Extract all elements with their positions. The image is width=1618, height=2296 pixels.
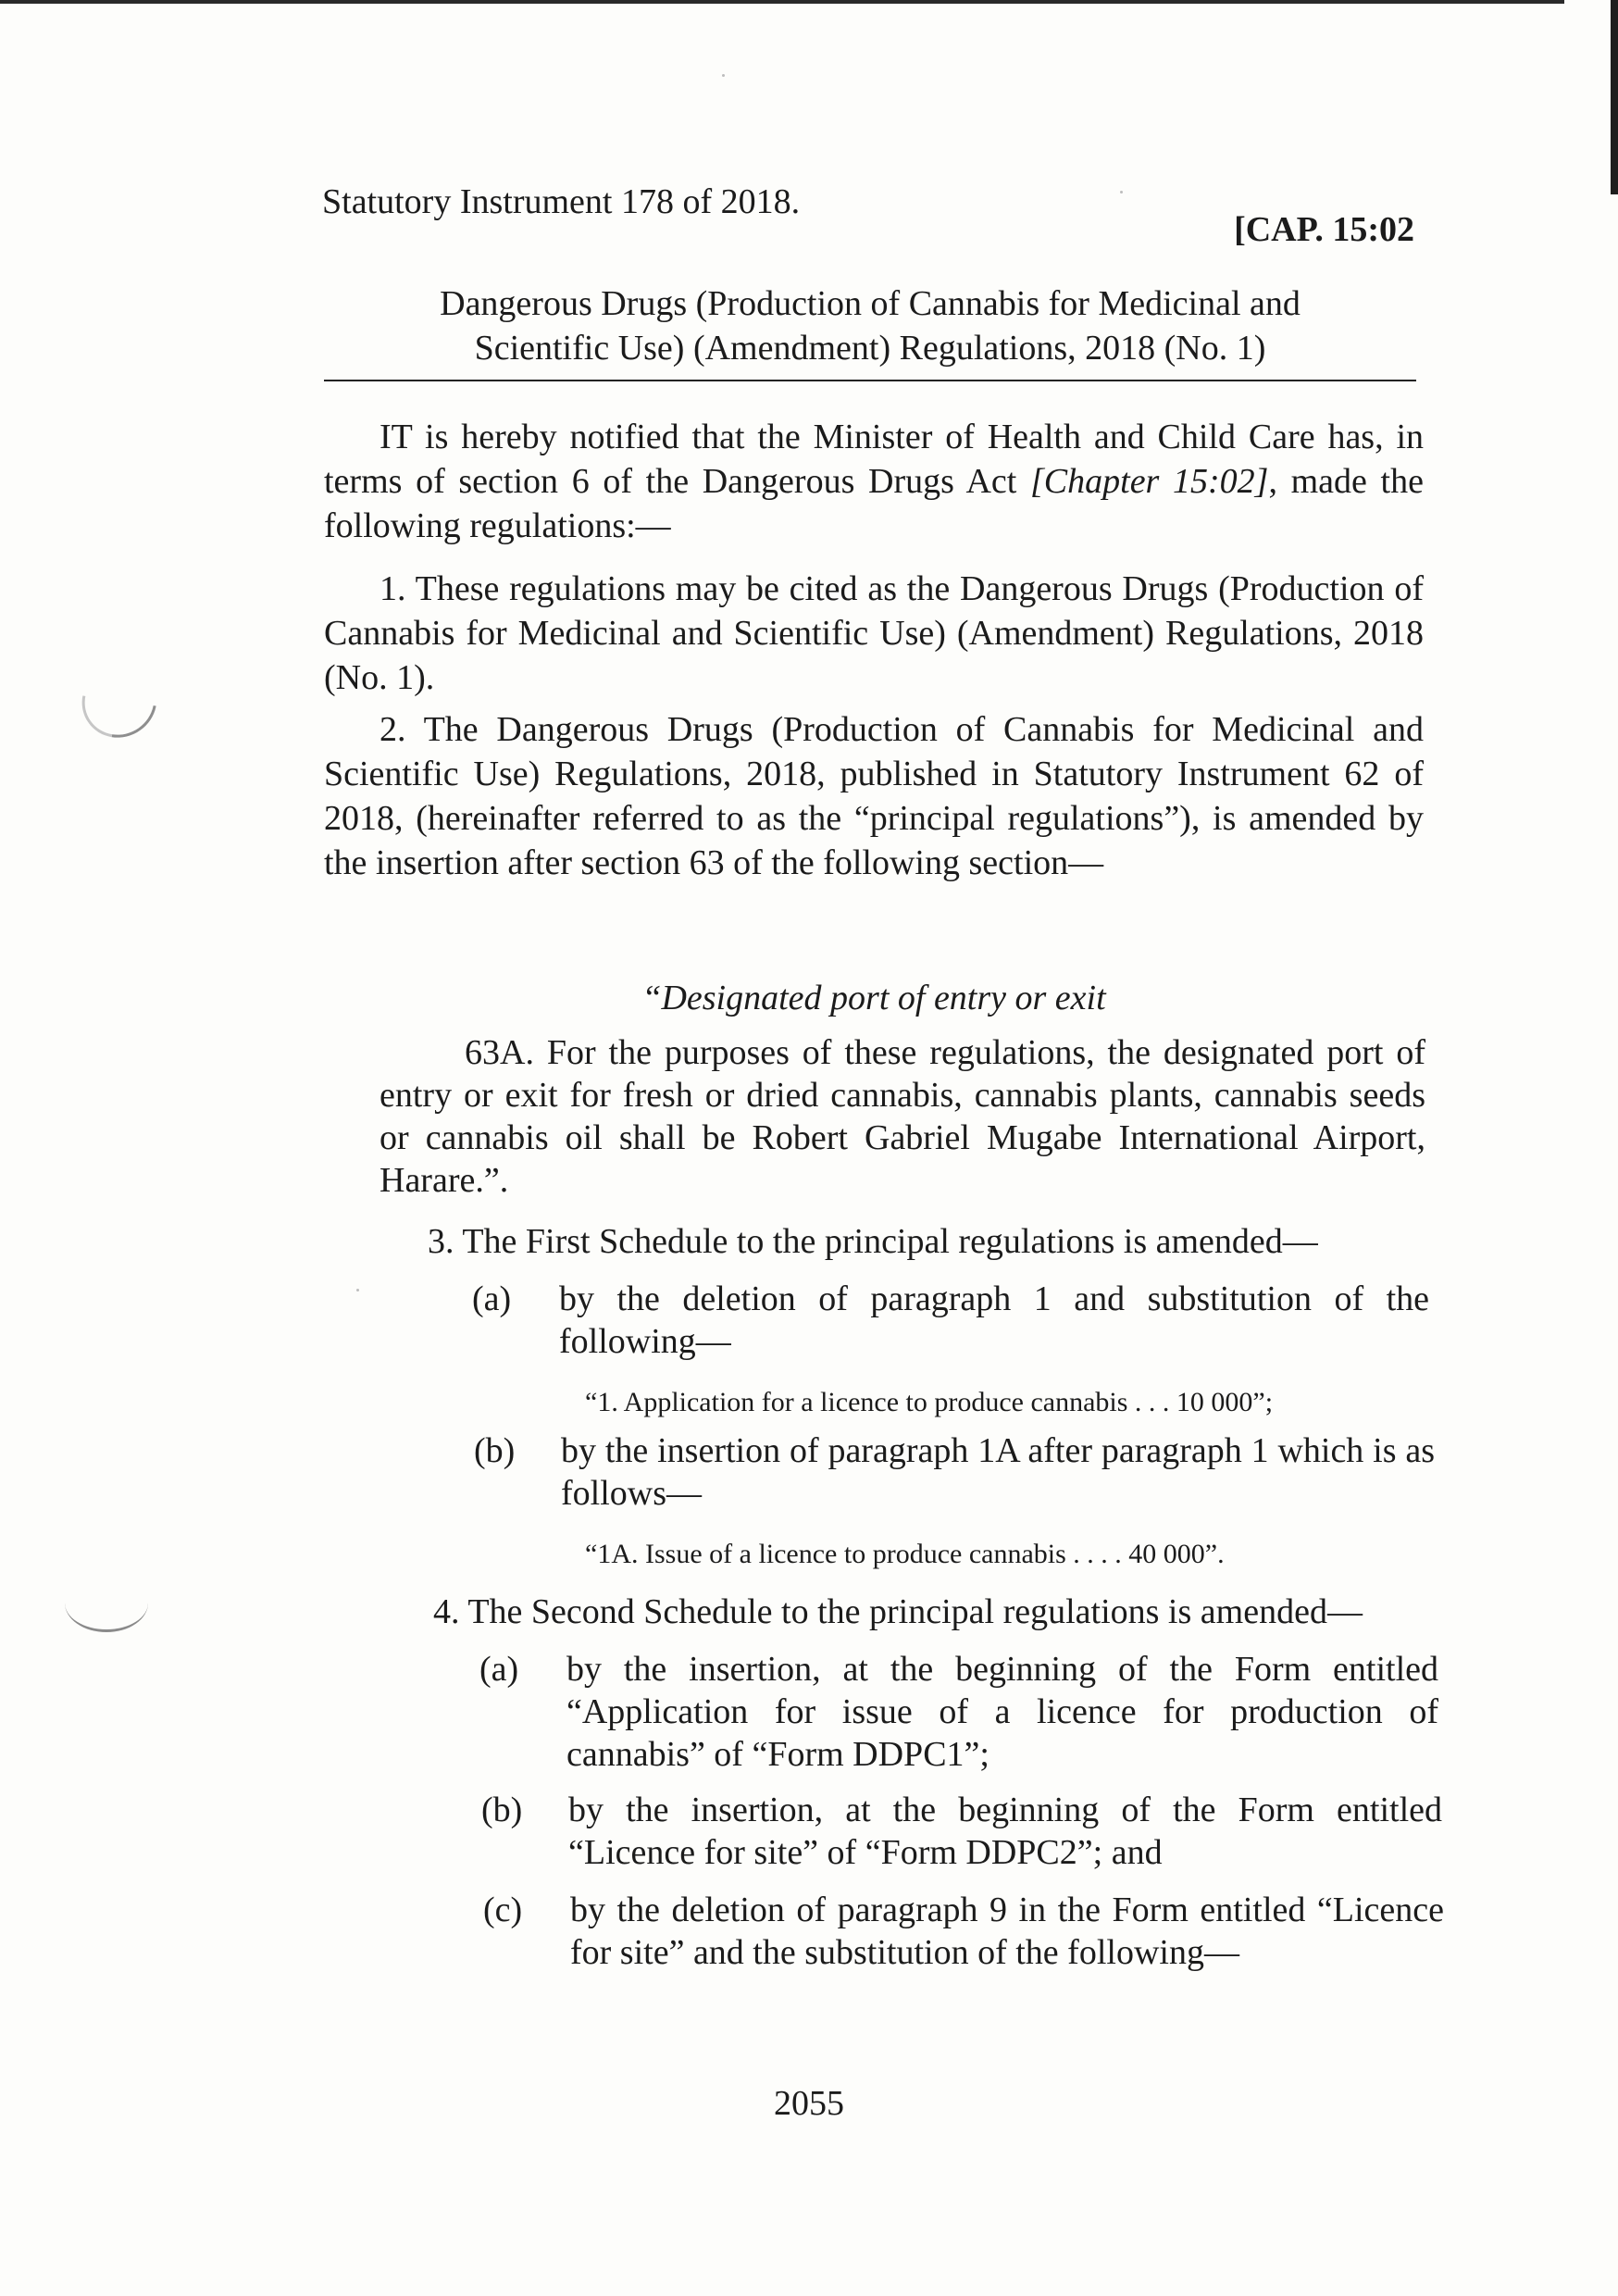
section-63a-text: 63A. For the purposes of these regulations, the designated port of entry or exit for fresh or dried cannabis, cannabis plants, cannabis seeds or cannabis oil shall be Robert Gabriel Mugabe International Airport, Harare.”. xyxy=(380,1033,1425,1200)
item-text: by the insertion, at the beginning of the Form entitled “Licence for site” of “Form DDPC2”; and xyxy=(568,1791,1442,1872)
intro-paragraph xyxy=(324,415,1424,548)
item-label: (b) xyxy=(474,1431,516,1470)
fee-line-1: “1. Application for a licence to produce cannabis . . . 10 000”; xyxy=(585,1387,1274,1417)
section-63a-heading: “Designated port of entry or exit xyxy=(641,979,1106,1017)
item-label: (c) xyxy=(483,1890,523,1929)
chapter-reference: [CAP. 15:02 xyxy=(1234,210,1414,249)
section-2-amendment: 2. The Dangerous Drugs (Production of Cannabis for Medicinal and Scientific Use) Regulations, 2018, published in Statutory Instrument 62 of 2018, (hereinafter referred to as the “principal regulations”), is amended by the insertion after section 63 of the following section— xyxy=(324,710,1424,882)
punch-hole-mark xyxy=(68,650,171,753)
section-4-item-c xyxy=(483,1889,1444,1974)
instrument-number: Statutory Instrument 178 of 2018. xyxy=(322,182,801,221)
item-text: by the deletion of paragraph 1 and substitution of the following— xyxy=(559,1279,1429,1361)
scan-speck xyxy=(1120,191,1123,193)
punch-hole-mark xyxy=(65,1574,148,1632)
scan-edge-shadow xyxy=(1611,0,1618,194)
section-3-item-a xyxy=(472,1278,1429,1363)
section-3-item-b xyxy=(474,1429,1435,1515)
item-text: by the insertion, at the beginning of the Form entitled “Application for issue of a licence for production of cannabis” of “Form DDPC1”; xyxy=(566,1650,1438,1774)
item-text: by the deletion of paragraph 9 in the Form entitled “Licence for site” and the substitution of the following— xyxy=(570,1890,1444,1972)
fee-line-2: “1A. Issue of a licence to produce cannabis . . . . 40 000”. xyxy=(585,1539,1225,1569)
section-4-text: 4. The Second Schedule to the principal regulations is amended— xyxy=(433,1592,1363,1631)
intro-chapter-ref: [Chapter 15:02] xyxy=(1030,462,1269,501)
item-text: by the insertion of paragraph 1A after paragraph 1 which is as follows— xyxy=(561,1431,1435,1513)
document-title-line-1: Dangerous Drugs (Production of Cannabis for Medicinal and xyxy=(440,284,1301,323)
section-4-item-b xyxy=(481,1789,1442,1874)
item-label: (a) xyxy=(472,1279,512,1318)
title-underline xyxy=(324,380,1416,381)
intro-text-before: IT is hereby notified that the Minister of Health and Child Care has, in terms of section 6 of the Dangerous Drugs Act xyxy=(324,418,1424,501)
item-label: (a) xyxy=(479,1650,519,1689)
scan-top-border xyxy=(0,0,1564,4)
item-label: (b) xyxy=(481,1791,523,1829)
section-3-text: 3. The First Schedule to the principal regulations is amended— xyxy=(428,1222,1318,1261)
document-title-line-2: Scientific Use) (Amendment) Regulations, 2018 (No. 1) xyxy=(474,329,1266,368)
scan-speck xyxy=(356,1289,359,1292)
section-1-citation: 1. These regulations may be cited as the Dangerous Drugs (Production of Cannabis for Medicinal and Scientific Use) (Amendment) Regulations, 2018 (No. 1). xyxy=(324,569,1424,697)
page-number: 2055 xyxy=(774,2084,844,2123)
scan-speck xyxy=(722,74,725,77)
section-4-item-a xyxy=(479,1648,1438,1776)
intro-text-after: , made the following regulations:— xyxy=(324,462,1424,545)
